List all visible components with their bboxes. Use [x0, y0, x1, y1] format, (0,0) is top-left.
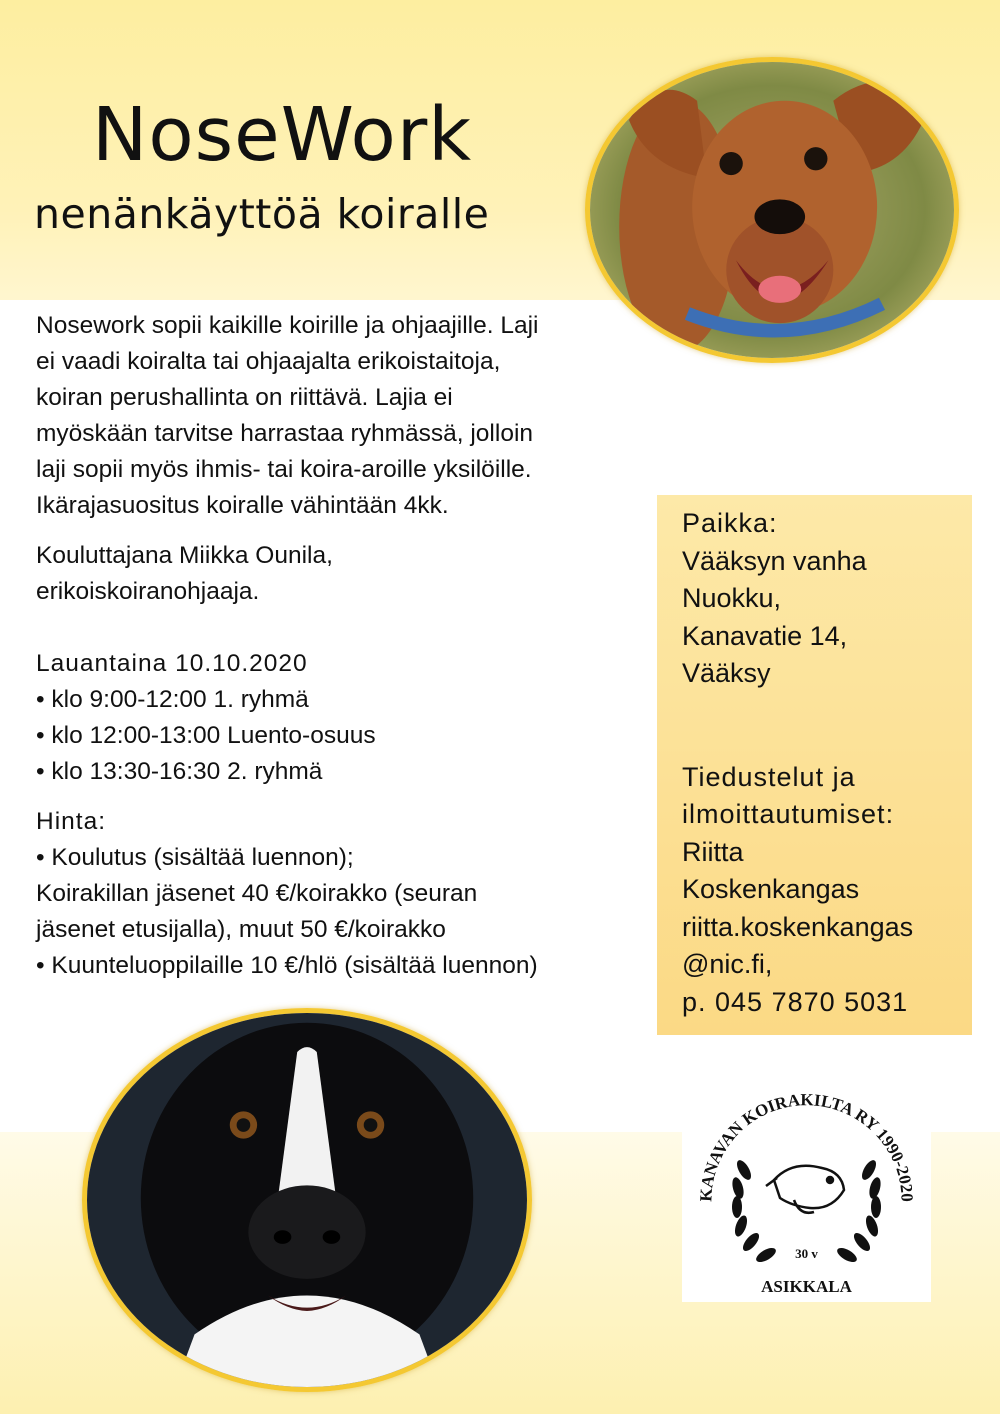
intro-line: laji sopii myös ihmis- tai koira-aroille yksilöille.: [36, 456, 532, 483]
contact-email-line[interactable]: riitta.koskenkangas: [682, 911, 914, 942]
intro-line: Ikärajasuositus koiralle vähintään 4kk.: [36, 492, 449, 519]
dog-head-icon: [766, 1166, 844, 1213]
page-subtitle: nenänkäyttöä koiralle: [34, 190, 490, 238]
location-line: Kanavatie 14,: [682, 620, 848, 651]
info-text: [682, 505, 967, 1021]
trainer-paragraph: [36, 538, 636, 610]
contact-line: Koskenkangas: [682, 874, 860, 904]
price-section: [36, 804, 636, 984]
location-line: Nuokku,: [682, 583, 782, 613]
trainer-line: Kouluttajana Miikka Ounila,: [36, 542, 333, 569]
schedule-date: Lauantaina 10.10.2020: [36, 650, 308, 677]
page-title: NoseWork: [92, 92, 473, 178]
logo-bottom-text: ASIKKALA: [761, 1277, 852, 1296]
pinscher-dog-photo: [585, 57, 959, 363]
contact-line: Tiedustelut ja: [682, 761, 856, 792]
location-line: Paikka:: [682, 508, 778, 538]
location-line: Vääksy: [682, 658, 771, 688]
main-text: [36, 308, 636, 984]
intro-line: ei vaadi koiralta tai ohjaajalta erikoistaitoja,: [36, 348, 501, 375]
price-line: • Kuunteluoppilaille 10 €/hlö (sisältää luennon): [36, 952, 538, 979]
location-block: [682, 505, 967, 693]
logo-badge: 30 v: [795, 1246, 818, 1261]
border-collie-photo: [82, 1008, 532, 1392]
intro-line: Nosework sopii kaikille koirille ja ohjaajille. Laji: [36, 312, 539, 339]
schedule-item: • klo 13:30-16:30 2. ryhmä: [36, 758, 323, 785]
logo-arc-text: KANAVAN KOIRAKILTA RY 1990-2020: [696, 1090, 917, 1203]
price-heading: Hinta:: [36, 808, 107, 835]
location-line: Vääksyn vanha: [682, 545, 867, 576]
contact-email-line[interactable]: @nic.fi,: [682, 949, 773, 979]
price-line: • Koulutus (sisältää luennon);: [36, 844, 354, 871]
schedule: [36, 646, 636, 790]
contact-line: ilmoittautumiset:: [682, 799, 895, 829]
trainer-line: erikoiskoiranohjaaja.: [36, 578, 260, 605]
club-logo: [682, 1060, 931, 1302]
schedule-item: • klo 9:00-12:00 1. ryhmä: [36, 686, 309, 713]
price-line: jäsenet etusijalla), muut 50 €/koirakko: [36, 916, 446, 943]
schedule-item: • klo 12:00-13:00 Luento-osuus: [36, 722, 376, 749]
intro-line: koiran perushallinta on riittävä. Lajia ei: [36, 384, 453, 411]
intro-line: myöskään tarvitse harrastaa ryhmässä, jolloin: [36, 420, 534, 447]
contact-phone: p. 045 7870 5031: [682, 986, 909, 1017]
contact-line: Riitta: [682, 836, 744, 867]
intro-paragraph: [36, 308, 636, 524]
contact-block: [682, 759, 967, 1022]
price-line: Koirakillan jäsenet 40 €/koirakko (seuran: [36, 880, 478, 907]
